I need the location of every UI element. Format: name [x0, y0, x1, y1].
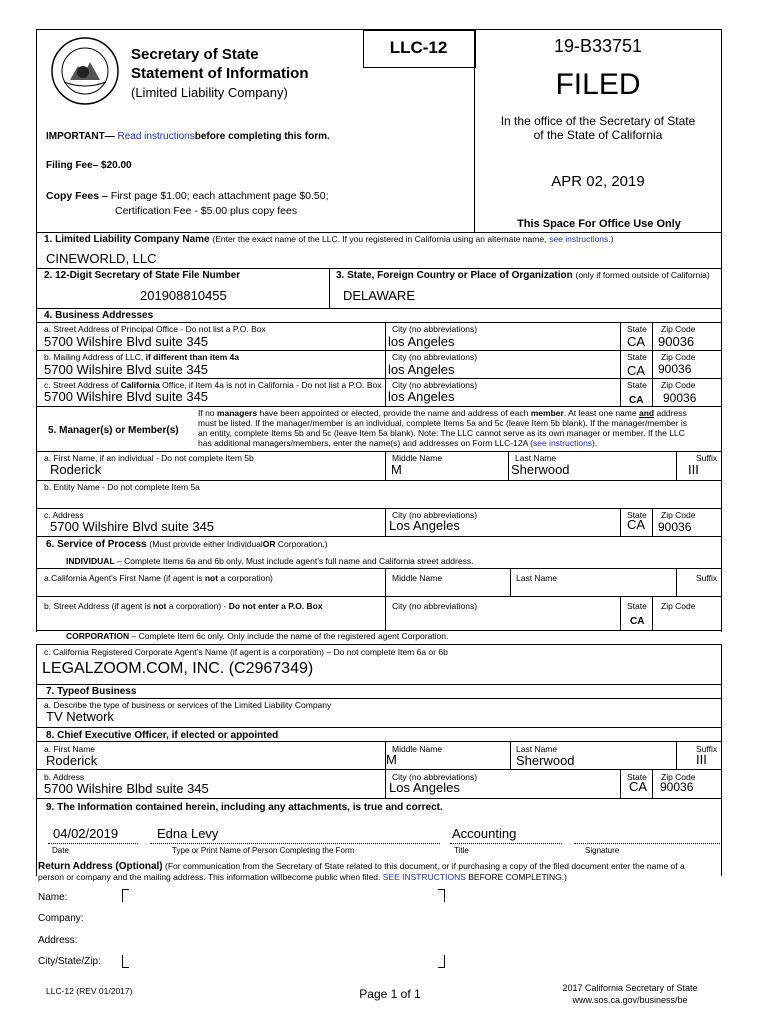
item4a-state-field[interactable]: CA — [627, 334, 646, 349]
item8-label: 8. Chief Executive Officer, if elected or appointed — [46, 730, 279, 741]
item6a-suffix-label: Suffix — [696, 573, 718, 583]
item8a-first-field[interactable]: Roderick — [46, 753, 98, 768]
item6b-zip-label: Zip Code — [661, 601, 696, 611]
item4a-street-field[interactable]: 5700 Wilshire Blvd suite 345 — [44, 334, 209, 349]
item5c-zip-label: Zip Code — [661, 510, 696, 520]
return-city-label: City/State/Zip: — [38, 956, 101, 967]
file-number-field[interactable]: 201908810455 — [140, 288, 227, 303]
form-title-line2: Statement of Information — [131, 65, 309, 82]
item4c-street-field[interactable]: 5700 Wilshire Blvd suite 345 — [44, 389, 209, 404]
bracket-tr — [438, 889, 445, 902]
item5c-state-label: State — [627, 510, 647, 520]
bracket-bl — [122, 955, 129, 968]
form-subtitle: (Limited Liability Company) — [131, 85, 288, 100]
item6a-last-label: Last Name — [516, 573, 558, 583]
return-name-label: Name: — [38, 892, 68, 903]
item6b-state-label: State — [627, 601, 647, 611]
copy-fees: Copy Fees – First page $1.00; each attachment page $0.50; — [46, 190, 329, 202]
item5c-zip-field[interactable]: 90036 — [658, 520, 692, 534]
item7-label: 7. Typeof Business — [46, 686, 137, 697]
return-company-label: Company: — [38, 913, 84, 924]
item8a-suffix-field[interactable]: III — [696, 752, 707, 767]
bracket-tl — [122, 889, 129, 902]
place-of-organization-field[interactable]: DELAWARE — [343, 288, 415, 303]
item4b-zip-label: Zip Code — [661, 352, 696, 362]
item8a-last-label: Last Name — [516, 744, 558, 754]
date-caption: Date — [52, 846, 69, 855]
item5a-suffix-field[interactable]: III — [688, 462, 699, 477]
item8b-city-field[interactable]: Los Angeles — [389, 780, 460, 795]
item5c-street-field[interactable]: 5700 Wilshire Blvd suite 345 — [50, 519, 215, 534]
item8b-state-label: State — [627, 772, 647, 782]
item5c-label: c. Address — [44, 510, 84, 520]
certification-name-field[interactable]: Edna Levy — [157, 826, 219, 841]
item6b-label: b. Street Address (if agent is not a corporation) - Do not enter a P.O. Box — [44, 601, 323, 611]
item6b-city-label: City (no abbreviations) — [392, 601, 478, 611]
item4a-label: a. Street Address of Principal Office - Do not list a P.O. Box — [44, 324, 266, 334]
item8a-last-field[interactable]: Sherwood — [516, 753, 575, 768]
item4c-label: c. Street Address of California Office, if Item 4a is not in California - Do not list a P.O. Box — [44, 380, 382, 390]
item5a-last-field[interactable]: Sherwood — [511, 462, 570, 477]
item4b-city-field[interactable]: los Angeles — [388, 362, 455, 377]
filing-fee: Filing Fee– $20.00 — [46, 160, 132, 171]
read-instructions-link[interactable]: Read instructions — [117, 131, 195, 142]
item5a-middle-field[interactable]: M — [391, 462, 402, 477]
item4b-label: b. Mailing Address of LLC, if different than item 4a — [44, 352, 240, 362]
return-address-box[interactable] — [122, 889, 444, 967]
item5a-last-label: Last Name — [515, 453, 557, 463]
item3-label: 3. State, Foreign Country or Place of Organization (only if formed outside of California) — [336, 270, 710, 281]
item5c-state-field[interactable]: CA — [627, 517, 646, 532]
item4c-state-field[interactable]: CA — [629, 395, 644, 406]
page-number: Page 1 of 1 — [359, 987, 421, 1001]
item5-label: 5. Manager(s) or Member(s) — [48, 425, 179, 436]
business-type-field[interactable]: TV Network — [46, 709, 114, 724]
item8b-state-field[interactable]: CA — [629, 779, 648, 794]
item8b-street-field[interactable]: 5700 Wilshire Blbd suite 345 — [44, 781, 209, 796]
item8b-label: b. Address — [44, 772, 85, 782]
certification-fee: Certification Fee - $5.00 plus copy fees — [115, 205, 298, 217]
llc-name-field[interactable]: CINEWORLD, LLC — [46, 251, 157, 266]
item4b-zip-field[interactable]: 90036 — [658, 362, 692, 376]
item8a-suffix-label: Suffix — [696, 744, 718, 754]
item9-label: 9. The Information contained herein, including any attachments, is true and correct. — [46, 802, 443, 813]
item5a-middle-label: Middle Name — [392, 453, 443, 463]
name-caption: Type or Print Name of Person Completing the Form — [172, 846, 355, 855]
item4a-state-label: State — [627, 324, 647, 334]
item1-label: 1. Limited Liability Company Name (Enter the exact name of the LLC. If you registered in California using an alternate name, see instructions.) — [44, 234, 614, 245]
item5b-label: b. Entity Name - Do not complete Item 5a — [44, 482, 200, 492]
signature-field[interactable] — [576, 822, 720, 842]
item8b-zip-label: Zip Code — [661, 772, 696, 782]
item4c-city-label: City (no abbreviations) — [392, 380, 478, 390]
office-line2: of the State of California — [533, 128, 663, 142]
item5c-city-label: City (no abbreviations) — [392, 510, 478, 520]
item4b-city-label: City (no abbreviations) — [392, 352, 478, 362]
item7a-label: a. Describe the type of business or services of the Limited Liability Company — [44, 700, 332, 710]
item4b-state-field[interactable]: CA — [627, 363, 646, 378]
item6b-state-field[interactable]: CA — [630, 616, 645, 627]
important-note: IMPORTANT— Read instructionsbefore completing this form. — [46, 131, 330, 142]
item5a-first-field[interactable]: Roderick — [50, 462, 102, 477]
item8b-city-label: City (no abbreviations) — [392, 772, 478, 782]
registered-agent-field[interactable]: LEGALZOOM.COM, INC. (C2967349) — [42, 660, 314, 677]
item4c-zip-field[interactable]: 90036 — [663, 391, 697, 405]
filed-status: FILED — [555, 68, 641, 101]
item4a-city-field[interactable]: los Angeles — [388, 334, 455, 349]
item5b-entity-field[interactable] — [44, 492, 714, 506]
item4c-zip-label: Zip Code — [661, 380, 696, 390]
item6c-label: c. California Registered Corporate Agent’s Name (if agent is a corporation) – Do not complete Item 6a or 6b — [44, 647, 448, 657]
item8a-middle-field[interactable]: M — [386, 752, 397, 767]
item8a-middle-label: Middle Name — [392, 744, 443, 754]
document-number: 19-B33751 — [553, 36, 643, 56]
item4b-state-label: State — [627, 352, 647, 362]
item6-corporation-note: CORPORATION – Complete Item 6c only. Only include the name of the registered agent Corporation. — [66, 631, 449, 641]
item5-instructions: If no managers have been appointed or elected, provide the name and address of each member. At least one name and address must be listed. If the manager/member is an individual, complete Items 5a and 5c (leave Item 5b blank). If the manager/member is an entity, complete Items 5b and 5c (leave Item 5a blank). Note: The LLC cannot serve as its own manager or member. If the LLC has additional managers/members, enter the name(s) and addresses on Form LLC-12A (see instructions). — [198, 408, 687, 448]
item4c-state-label: State — [627, 380, 647, 390]
title-caption: Title — [454, 846, 469, 855]
footer-website: www.sos.ca.gov/business/be — [572, 995, 688, 1005]
return-address-note: Return Address (Optional) (For communication from the Secretary of State related to this document, or if purchasing a copy of the filed document enter the name of a person or company and the mailing address. This information willbecome public when filed. SEE INSTRUCTIONS BEFORE COMPLETING.) — [38, 861, 685, 882]
return-address-label: Address: — [38, 935, 78, 946]
footer-copyright: 2017 California Secretary of State — [562, 983, 698, 993]
item4b-street-field[interactable]: 5700 Wilshire Blvd suite 345 — [44, 362, 209, 377]
certification-date-field[interactable]: 04/02/2019 — [53, 826, 119, 841]
item4-label: 4. Business Addresses — [44, 310, 154, 321]
item5a-label: a. First Name, if an individual - Do not complete Item 5b — [44, 453, 254, 463]
item5a-suffix-label: Suffix — [696, 453, 718, 463]
item2-label: 2. 12-Digit Secretary of State File Number — [44, 270, 241, 281]
bracket-br — [438, 955, 445, 968]
filing-date: APR 02, 2019 — [551, 173, 645, 190]
item8a-label: a. First Name — [44, 744, 96, 754]
item8b-zip-field[interactable]: 90036 — [660, 780, 694, 794]
item4a-zip-field[interactable]: 90036 — [658, 334, 695, 349]
item6-label: 6. Service of Process (Must provide either IndividualOR Corporation.) — [46, 539, 328, 550]
office-line1: In the office of the Secretary of State — [500, 114, 696, 128]
item5-instructions-link[interactable]: see instructions — [532, 438, 593, 448]
item1-instructions-link[interactable]: see instructions — [549, 234, 609, 244]
form-code: LLC-12 — [389, 38, 448, 57]
signature-caption: Signature — [585, 846, 620, 855]
form-title-line1: Secretary of State — [131, 46, 259, 63]
item6a-middle-label: Middle Name — [392, 573, 443, 583]
item6-individual-note: INDIVIDUAL – Complete Items 6a and 6b only. Must include agent’s full name and California street address. — [66, 556, 474, 566]
item5c-city-field[interactable]: Los Angeles — [389, 518, 460, 533]
item6a-label: a.California Agent's First Name (if agent is not a corporation) — [44, 573, 273, 583]
item4a-city-label: City (no abbreviations) — [392, 324, 478, 334]
return-instructions-link[interactable]: SEE INSTRUCTIONS — [382, 872, 466, 882]
item4a-zip-label: Zip Code — [661, 324, 696, 334]
item4c-city-field[interactable]: los Angeles — [388, 389, 455, 404]
form-revision: LLC-12 (REV 01/2017) — [46, 986, 133, 996]
office-use-label: This Space For Office Use Only — [517, 218, 681, 230]
certification-title-field[interactable]: Accounting — [452, 826, 517, 841]
state-seal — [50, 36, 120, 106]
